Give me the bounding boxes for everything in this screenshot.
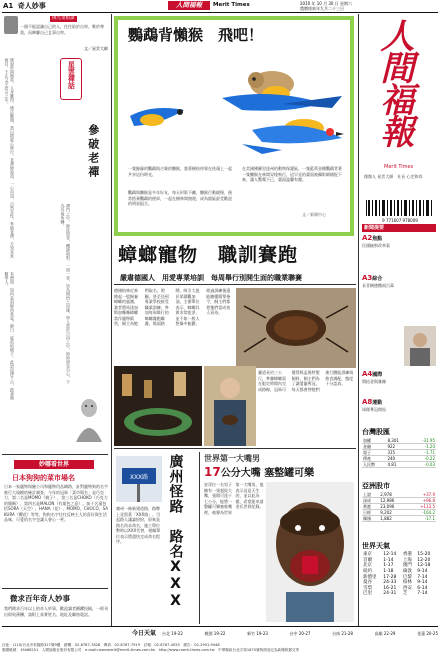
left-column [2, 14, 110, 617]
weather-city2: 上海 [402, 557, 412, 563]
stock-change: +37.9 [407, 492, 436, 498]
weather-title: 今日天氣 [132, 630, 157, 637]
stock-value: 8,301 [386, 438, 410, 444]
stock-value: 240 [386, 456, 410, 462]
stock-value: 315 [386, 450, 410, 456]
world-weather-table [362, 552, 436, 597]
mid-rule [114, 448, 356, 449]
index-item[interactable] [362, 234, 436, 248]
guangzhou-body: 廣州一條新建道路，路牌上竟寫著「XXX路」，引起路人議論紛紛，原來是路名尚未命名，施工單位暫時以XXX代替，相關單位表示將盡快完成命名程序。 [116, 506, 161, 544]
weather-city2: 巴黎 [402, 574, 412, 580]
footer-weather [2, 628, 438, 642]
weather-temp2: 15-20 [417, 552, 431, 557]
index-page: A8 [362, 398, 373, 406]
stock-change: -0.22 [410, 456, 436, 462]
page-number: A1 [3, 2, 14, 10]
stock-row [362, 516, 436, 522]
weather-row [362, 591, 436, 597]
bottom-promo-body: 我們徵求百年以上的奇人妙事，歡迎讀者踴躍投稿，一經刊出即致薄酬，請附上真實姓名、地址及聯絡電話。 [4, 606, 108, 617]
right-column-rule [358, 14, 359, 626]
weather-temp: 24-33 [383, 580, 397, 586]
section-name: 奇人妙事 [17, 2, 46, 10]
index-item[interactable] [362, 274, 436, 288]
index-page: A4 [362, 370, 373, 378]
stock-change: +113.5 [407, 504, 436, 510]
stock-value: 9,202 [379, 510, 407, 516]
masthead-strip-logo: 人間福報 [168, 1, 210, 10]
weather-city: 新德里 [363, 574, 377, 580]
big-mouth-kicker: 世界第一大嘴男 [204, 454, 260, 463]
weather-temp: 24-31 [383, 591, 397, 597]
news-index-header: 新聞提要 [362, 224, 436, 232]
cockroach-photo [236, 288, 356, 368]
weather-city2: 澳門 [402, 563, 412, 569]
index-page: A2 [362, 234, 373, 242]
world-sidebar-story-title: 日本狗狗的菜市場名 [12, 474, 75, 482]
masthead-strip-en: Merit Times [213, 2, 250, 8]
header-rule [2, 12, 438, 13]
quote-text: 一個不能認識自己的人，往往陷於自卑，唯於尊重，而陣腳自己且事自卑。 [20, 24, 104, 35]
headline-rest: 塞整罐可樂 [264, 468, 315, 479]
asia-stock-header: 亞洲股市 [362, 482, 390, 490]
stock-name: 上證 [362, 492, 379, 498]
weather-temp: 17-28 [383, 574, 397, 580]
subhead-rule [114, 284, 356, 285]
stock-change: -164.2 [407, 510, 436, 516]
zen-column-body: 佛說世間無常，人身難得，佛法難聞，當以精進心修行。老禪師說道，一心向道，自然見性。參破老禪，方知本來面目，不在文字語言之中。 [4, 58, 15, 258]
index-page: A3 [362, 274, 373, 282]
tw-stock-header: 台灣股匯 [362, 428, 390, 436]
weather-temp: 1-18 [383, 568, 394, 574]
top-story-headline: 鸚鵡背懶猴 飛吧！ [128, 26, 264, 44]
zen-badge [60, 58, 82, 100]
news-index-list [362, 234, 436, 424]
weather-city: 雪梨 [363, 585, 372, 591]
quote-tag: 佛光菜根譚 [52, 16, 75, 21]
right-column [360, 14, 438, 626]
bottom-promo-title: 微求百年奇人妙事 [10, 594, 70, 603]
zen-illustration [72, 394, 106, 444]
page-header [0, 0, 440, 15]
left-divider-2 [2, 588, 108, 589]
stock-value: 2,978 [379, 492, 407, 498]
weather-item: 台南 21-28 [332, 631, 353, 636]
dateline [300, 1, 352, 11]
index-text: 開拓金與雅陳 [362, 378, 386, 384]
stock-name: 加權 [362, 438, 386, 444]
index-text: 民國檢察改革案 [362, 242, 390, 248]
contact-line-2: 郵撥帳號：19466251 人間福報社股份有限公司 e-mail:newsmerit@merit-times.com.tw http://www.merit-times.com.tw 中華郵政台北字第1675號執照登記為新聞紙類交寄 [2, 648, 300, 652]
stock-change: -0.03 [410, 462, 436, 468]
left-divider-1 [2, 454, 108, 455]
stock-name: 日經 [362, 510, 379, 516]
weather-item: 台北 19-22 [162, 631, 183, 636]
parrot-small-photo [122, 76, 192, 144]
weather-temp2: 12-20 [417, 557, 431, 563]
world-weather-header: 世界天氣 [362, 542, 390, 550]
page-label [3, 2, 46, 11]
zen-column-body-2: 禪門之中，師徒問答，機鋒相對。一問一答，皆為開悟之因緣。學人當於日用之中，時時照見自心，不為外境所轉。 [60, 204, 71, 384]
big-mouth-box [202, 452, 356, 624]
footer-rule [2, 626, 438, 627]
masthead-box [362, 16, 438, 186]
weather-city: 紐約 [363, 568, 372, 574]
weather-temp2: 9-14 [417, 568, 428, 574]
top-story-caption-3: 鸚鵡與懶猴是多年好友，每天形影不離，懶猴行動緩慢，便常搭乘鸚鵡的便車，一起在樹林間遨遊，成為園區最受歡迎的明星組合。 [128, 190, 232, 206]
index-text: 長青樹德撒兩百萬 [362, 282, 394, 288]
trainer-photo [204, 366, 256, 446]
weather-temp2: 6-14 [417, 585, 428, 591]
vegan-quote-box [20, 16, 108, 52]
index-text: 球隊奪冠開始 [362, 406, 386, 412]
masthead-en: Merit Times [384, 164, 414, 170]
asia-stock-table [362, 492, 436, 522]
main-headline: 蟑螂寵物 職訓賽跑 [118, 244, 299, 266]
barcode-digits: 9 771607 978009 [382, 218, 418, 224]
big-mouth-photo [266, 482, 354, 622]
main-headline-box [112, 238, 358, 270]
index-photo [404, 326, 436, 366]
publisher-info: 創辦人 星雲大師 社長 心定和尚 [364, 174, 423, 179]
weather-temp2: 7-14 [417, 574, 428, 580]
weather-item: 桃園 19-22 [204, 631, 226, 636]
stock-change: +96.8 [407, 498, 436, 504]
weather-item: 台中 20-27 [289, 631, 311, 636]
world-sidebar-story-body: 日本一家寵物保險公司和寵物用品網路，針對寵物狗的名字進行大規模的統計調查，今年的冠軍「菜市場名」是巧克力，第二名是MOMO（桃子），第三名是CHOKO（巧克力的簡稱），第四名是MALON（有栗色之意）。前十名還包括SORA（天空）、HANA（花）、MOMO、CHOCO、SAKURA（櫻花）等等，狗狗名字往往反映主人的喜好與生活品味，可愛的名字也讓人會心一笑。 [4, 484, 108, 522]
weather-temp: 12-14 [383, 552, 397, 557]
headline-number: 17 [204, 465, 221, 479]
footer-contact [2, 643, 438, 653]
index-section: 綜合 [372, 276, 383, 282]
weather-city: 東京 [363, 552, 372, 557]
barcode [364, 200, 436, 224]
big-mouth-headline [204, 465, 314, 481]
tw-stock-table [362, 438, 436, 468]
guangzhou-headline: 廣州怪路 路名XXX [167, 454, 184, 610]
weather-temp: 1-14 [383, 557, 394, 563]
zen-column-body-3: 有僧問：如何是祖師西來意？師曰：庭前柏樹子。此語流傳千古，啟發無數學人。 [4, 272, 15, 400]
stock-row [362, 462, 436, 468]
weather-city2: 倫敦 [402, 568, 412, 574]
stock-change: -31.95 [410, 438, 436, 444]
weather-city2: 香港 [402, 552, 412, 557]
top-story-caption-1: 一隻鯨綠的鸚鵡與吉婆的懶猴，趁著樹枝停靠在枝頭上一起共享這份時光。 [128, 166, 232, 177]
index-section: 焦點 [372, 236, 383, 242]
stock-change: -1.71 [410, 450, 436, 456]
stock-name: 金融 [362, 444, 386, 450]
main-story-body-2: 賽道長約三公尺，參賽蟑螂需在限定時間內完成路線，冠軍可獲得獎盃與特製飼料，飼主們為了讓愛寵奪冠，每天都會替牠們進行體能訓練與飲食調配，態度十分認真。 [258, 370, 354, 392]
headline-unit: 公分大嘴 [220, 468, 261, 479]
monk-portrait [4, 16, 18, 34]
parrot-photo [212, 58, 348, 158]
index-section: 國際 [372, 372, 383, 378]
weather-row [162, 631, 438, 636]
left-column-rule [111, 14, 112, 626]
weather-city: 曼谷 [363, 580, 372, 586]
big-mouth-body: 安哥拉一名男子擁有一張超級大嘴，張開可達十七公分，能將一整罐可樂塞進嘴裡，被譽為世界第一大嘴男，他表示這是天生的，並以此為傲，希望能申請金氏世界紀錄。 [204, 482, 264, 515]
date-lunar: 農曆庚寅年九月二十三日 [300, 6, 344, 11]
weather-city2: 西安 [402, 585, 412, 591]
world-sidebar-header: 妙哪看世界 [14, 460, 94, 469]
weather-temp: 1-17 [383, 563, 394, 569]
stock-value: 12,986 [379, 498, 407, 504]
stock-value: 23,096 [379, 504, 407, 510]
stock-name: 香港 [362, 504, 379, 510]
top-story-credit: 文／新聞中心 [302, 212, 326, 217]
weather-temp: 16-21 [383, 585, 397, 591]
weather-temp2: 7-14 [417, 591, 428, 597]
stock-name: 電子 [362, 450, 386, 456]
bottom-story-rule [199, 452, 200, 624]
stock-name: 韓國 [362, 516, 379, 522]
weather-city2: 柏林 [402, 580, 412, 586]
stock-change: -1.20 [410, 444, 436, 450]
index-item[interactable] [362, 398, 436, 412]
stock-name: 傳產 [362, 456, 386, 462]
weather-item: 花蓮 20-25 [417, 631, 438, 636]
main-subheadline: 嚴肅德國人 用愛專業培訓 每周舉行別開生面的職業聯賽 [120, 274, 302, 282]
stock-value: 4.81 [386, 462, 410, 468]
stock-value: 1,882 [379, 516, 407, 522]
road-sign-box [114, 452, 198, 624]
contact-line-1: 社址：(110)台北市松隆路327號9樓 總機：02-8787-7828 傳真：02-8787-7919 訂報：02-8787-4055 廣告：02-2991-9448 [2, 643, 220, 647]
date-gregorian: 2010 年 10 月 30 日 星期六 [300, 1, 352, 6]
race-track-photo [114, 366, 202, 446]
weather-temp2: 9-14 [417, 580, 428, 586]
stock-name: 人民幣 [362, 462, 386, 468]
main-story-body-1: 德國柏林近來掀起一股飼養蟑螂的風潮，業者將馬達加斯加嘶嘶蟑螂當作寵物販售，飼主為牠們取名、照顧，甚至送到專業學校接受職業訓練，參加每周舉行的蟑螂賽跑聯賽，場面熱鬧，吸引大批民眾圍觀加油。主辦單位表示，蟑螂其實非常乾淨，並不如一般人想像中骯髒，經過訓練後還能聽懂簡單指令，飼主們都把牠們當成家人看待。 [114, 288, 231, 326]
weather-temp2: 12-18 [417, 563, 431, 569]
weather-city: 巴里 [363, 591, 372, 597]
weather-item: 高雄 22-29 [374, 631, 396, 636]
index-section: 運動 [372, 400, 383, 406]
weather-city2: 芝 [402, 591, 408, 597]
weather-city: 首爾 [363, 557, 372, 563]
top-story-caption-2: 在美國佛羅里達州的動物保護區，一隻藍黃金剛鸚鵡背著一隻懶猴在林間穿梭飛行，這罕見的畫面被攝影師捕捉下來，讓人驚嘆不已，畫面溫馨有趣。 [242, 166, 342, 182]
index-item[interactable] [362, 370, 436, 384]
stock-name: 深成 [362, 498, 379, 504]
weather-item: 新竹 19-23 [247, 631, 268, 636]
road-sign-photo [116, 456, 162, 502]
stock-value: 922 [386, 444, 410, 450]
top-story-box [114, 16, 354, 236]
masthead-title: 人間福報 [374, 18, 414, 146]
quote-author: 文／星雲大師 [84, 46, 108, 51]
zen-badge-text: 星雲禪話 [67, 61, 76, 89]
svg-text:XXX路: XXX路 [129, 474, 149, 481]
stock-change: -17.1 [407, 516, 436, 522]
zen-column-title: 參破老禪 [86, 124, 100, 180]
weather-city: 北京 [363, 563, 372, 569]
